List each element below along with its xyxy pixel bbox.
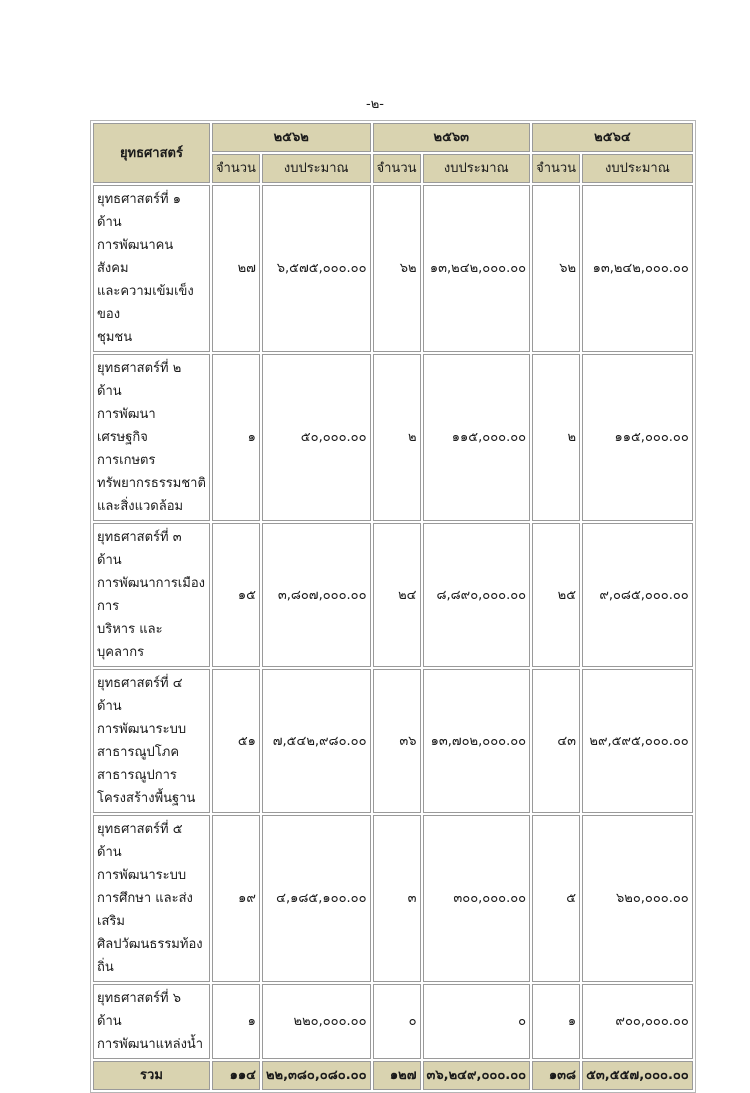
header-year-3: ๒๕๖๔ xyxy=(532,123,693,152)
table-row xyxy=(93,523,693,667)
strategy-label xyxy=(93,815,210,982)
count-cell: ๕ xyxy=(532,815,580,982)
header-budget: งบประมาณ xyxy=(423,154,531,183)
table-row xyxy=(93,185,693,352)
count-cell: ๔๓ xyxy=(532,669,580,813)
header-budget: งบประมาณ xyxy=(582,154,693,183)
budget-cell: ๑๑๕,๐๐๐.๐๐ xyxy=(423,354,531,521)
strategy-label-line: ยุทธศาสตร์ที่ ๓ ด้าน xyxy=(97,530,182,568)
strategy-label-line: การพัฒนาเศรษฐกิจ xyxy=(97,407,156,445)
total-budget-cell: ๒๒,๓๘๐,๐๘๐.๐๐ xyxy=(262,1061,371,1090)
budget-cell: ๑๓,๒๔๒,๐๐๐.๐๐ xyxy=(423,185,531,352)
strategy-label-line: และความเข้มเข็งของ xyxy=(97,284,194,322)
strategy-label xyxy=(93,984,210,1059)
budget-cell: ๖,๕๗๕,๐๐๐.๐๐ xyxy=(262,185,371,352)
total-count-cell: ๑๓๘ xyxy=(532,1061,580,1090)
strategy-label xyxy=(93,669,210,813)
header-strategy: ยุทธศาสตร์ xyxy=(93,123,210,183)
strategy-label-line: สาธารณูปการ xyxy=(97,768,177,783)
count-cell: ๕๑ xyxy=(212,669,260,813)
strategy-label xyxy=(93,354,210,521)
count-cell: ๒๕ xyxy=(532,523,580,667)
strategy-label-line: ยุทธศาสตร์ที่ ๒ ด้าน xyxy=(97,361,182,399)
total-count-cell: ๑๑๔ xyxy=(212,1061,260,1090)
count-cell: ๒ xyxy=(373,354,421,521)
budget-cell: ๑๑๕,๐๐๐.๐๐ xyxy=(582,354,693,521)
strategy-label-line: ศิลปวัฒนธรรมท้องถิ่น xyxy=(97,937,203,975)
count-cell: ๑ xyxy=(212,984,260,1059)
strategy-label-line: การพัฒนาการเมือง การ xyxy=(97,576,205,614)
budget-cell: ๘,๘๙๐,๐๐๐.๐๐ xyxy=(423,523,531,667)
total-budget-cell: ๕๓,๕๕๗,๐๐๐.๐๐ xyxy=(582,1061,693,1090)
budget-cell: ๐ xyxy=(423,984,531,1059)
total-row xyxy=(93,1061,693,1090)
strategy-label-line: ยุทธศาสตร์ที่ ๑ ด้าน xyxy=(97,192,181,230)
strategy-label-line: บริหาร และบุคลากร xyxy=(97,622,163,660)
budget-cell: ๕๐,๐๐๐.๐๐ xyxy=(262,354,371,521)
strategy-label-line: การศึกษา และส่งเสริม xyxy=(97,891,193,929)
count-cell: ๑๕ xyxy=(212,523,260,667)
header-year-2: ๒๕๖๓ xyxy=(373,123,531,152)
strategy-label-line: การพัฒนาคน สังคม xyxy=(97,238,174,276)
header-count: จำนวน xyxy=(212,154,260,183)
count-cell: ๖๒ xyxy=(373,185,421,352)
count-cell: ๒ xyxy=(532,354,580,521)
budget-cell: ๓๐๐,๐๐๐.๐๐ xyxy=(423,815,531,982)
budget-cell: ๒๒๐,๐๐๐.๐๐ xyxy=(262,984,371,1059)
strategy-label xyxy=(93,523,210,667)
budget-cell: ๑๓,๒๔๒,๐๐๐.๐๐ xyxy=(582,185,693,352)
count-cell: ๒๔ xyxy=(373,523,421,667)
count-cell: ๖๒ xyxy=(532,185,580,352)
strategy-label-line: สาธารณูปโภค xyxy=(97,745,180,760)
header-year-1: ๒๕๖๒ xyxy=(212,123,371,152)
strategy-label-line: ยุทธศาสตร์ที่ ๔ ด้าน xyxy=(97,676,183,714)
count-cell: ๑ xyxy=(532,984,580,1059)
budget-cell: ๑๓,๗๐๒,๐๐๐.๐๐ xyxy=(423,669,531,813)
budget-cell: ๖๒๐,๐๐๐.๐๐ xyxy=(582,815,693,982)
count-cell: ๓๖ xyxy=(373,669,421,813)
header-count: จำนวน xyxy=(373,154,421,183)
strategy-label xyxy=(93,185,210,352)
count-cell: ๑๙ xyxy=(212,815,260,982)
count-cell: ๑ xyxy=(212,354,260,521)
strategy-label-line: การพัฒนาแหล่งน้ำ xyxy=(97,1037,204,1052)
page-number: -๒- xyxy=(366,97,384,112)
strategy-label-line: การเกษตร xyxy=(97,453,156,468)
count-cell: ๓ xyxy=(373,815,421,982)
count-cell: ๐ xyxy=(373,984,421,1059)
strategy-budget-table xyxy=(90,120,696,1093)
total-count-cell: ๑๒๗ xyxy=(373,1061,421,1090)
budget-cell: ๒๙,๕๙๕,๐๐๐.๐๐ xyxy=(582,669,693,813)
total-budget-cell: ๓๖,๒๔๙,๐๐๐.๐๐ xyxy=(423,1061,531,1090)
budget-cell: ๓,๘๐๗,๐๐๐.๐๐ xyxy=(262,523,371,667)
strategy-label-line: ยุทธศาสตร์ที่ ๕ ด้าน xyxy=(97,822,183,860)
table-row xyxy=(93,984,693,1059)
total-label: รวม xyxy=(93,1061,210,1090)
strategy-label-line: และสิ่งแวดล้อม xyxy=(97,499,184,514)
strategy-label-line: ชุมชน xyxy=(97,330,133,345)
budget-cell: ๙๐๐,๐๐๐.๐๐ xyxy=(582,984,693,1059)
table-row xyxy=(93,669,693,813)
budget-cell: ๔,๑๘๕,๑๐๐.๐๐ xyxy=(262,815,371,982)
count-cell: ๒๗ xyxy=(212,185,260,352)
strategy-label-line: ทรัพยากรธรรมชาติ xyxy=(97,476,206,491)
budget-cell: ๙,๐๘๕,๐๐๐.๐๐ xyxy=(582,523,693,667)
strategy-label-line: การพัฒนาระบบ xyxy=(97,868,187,883)
table-row xyxy=(93,815,693,982)
strategy-label-line: ยุทธศาสตร์ที่ ๖ ด้าน xyxy=(97,991,181,1029)
budget-cell: ๗,๕๔๒,๙๘๐.๐๐ xyxy=(262,669,371,813)
header-count: จำนวน xyxy=(532,154,580,183)
strategy-label-line: โครงสร้างพื้นฐาน xyxy=(97,791,196,806)
table-row xyxy=(93,354,693,521)
strategy-label-line: การพัฒนาระบบ xyxy=(97,722,187,737)
header-budget: งบประมาณ xyxy=(262,154,371,183)
